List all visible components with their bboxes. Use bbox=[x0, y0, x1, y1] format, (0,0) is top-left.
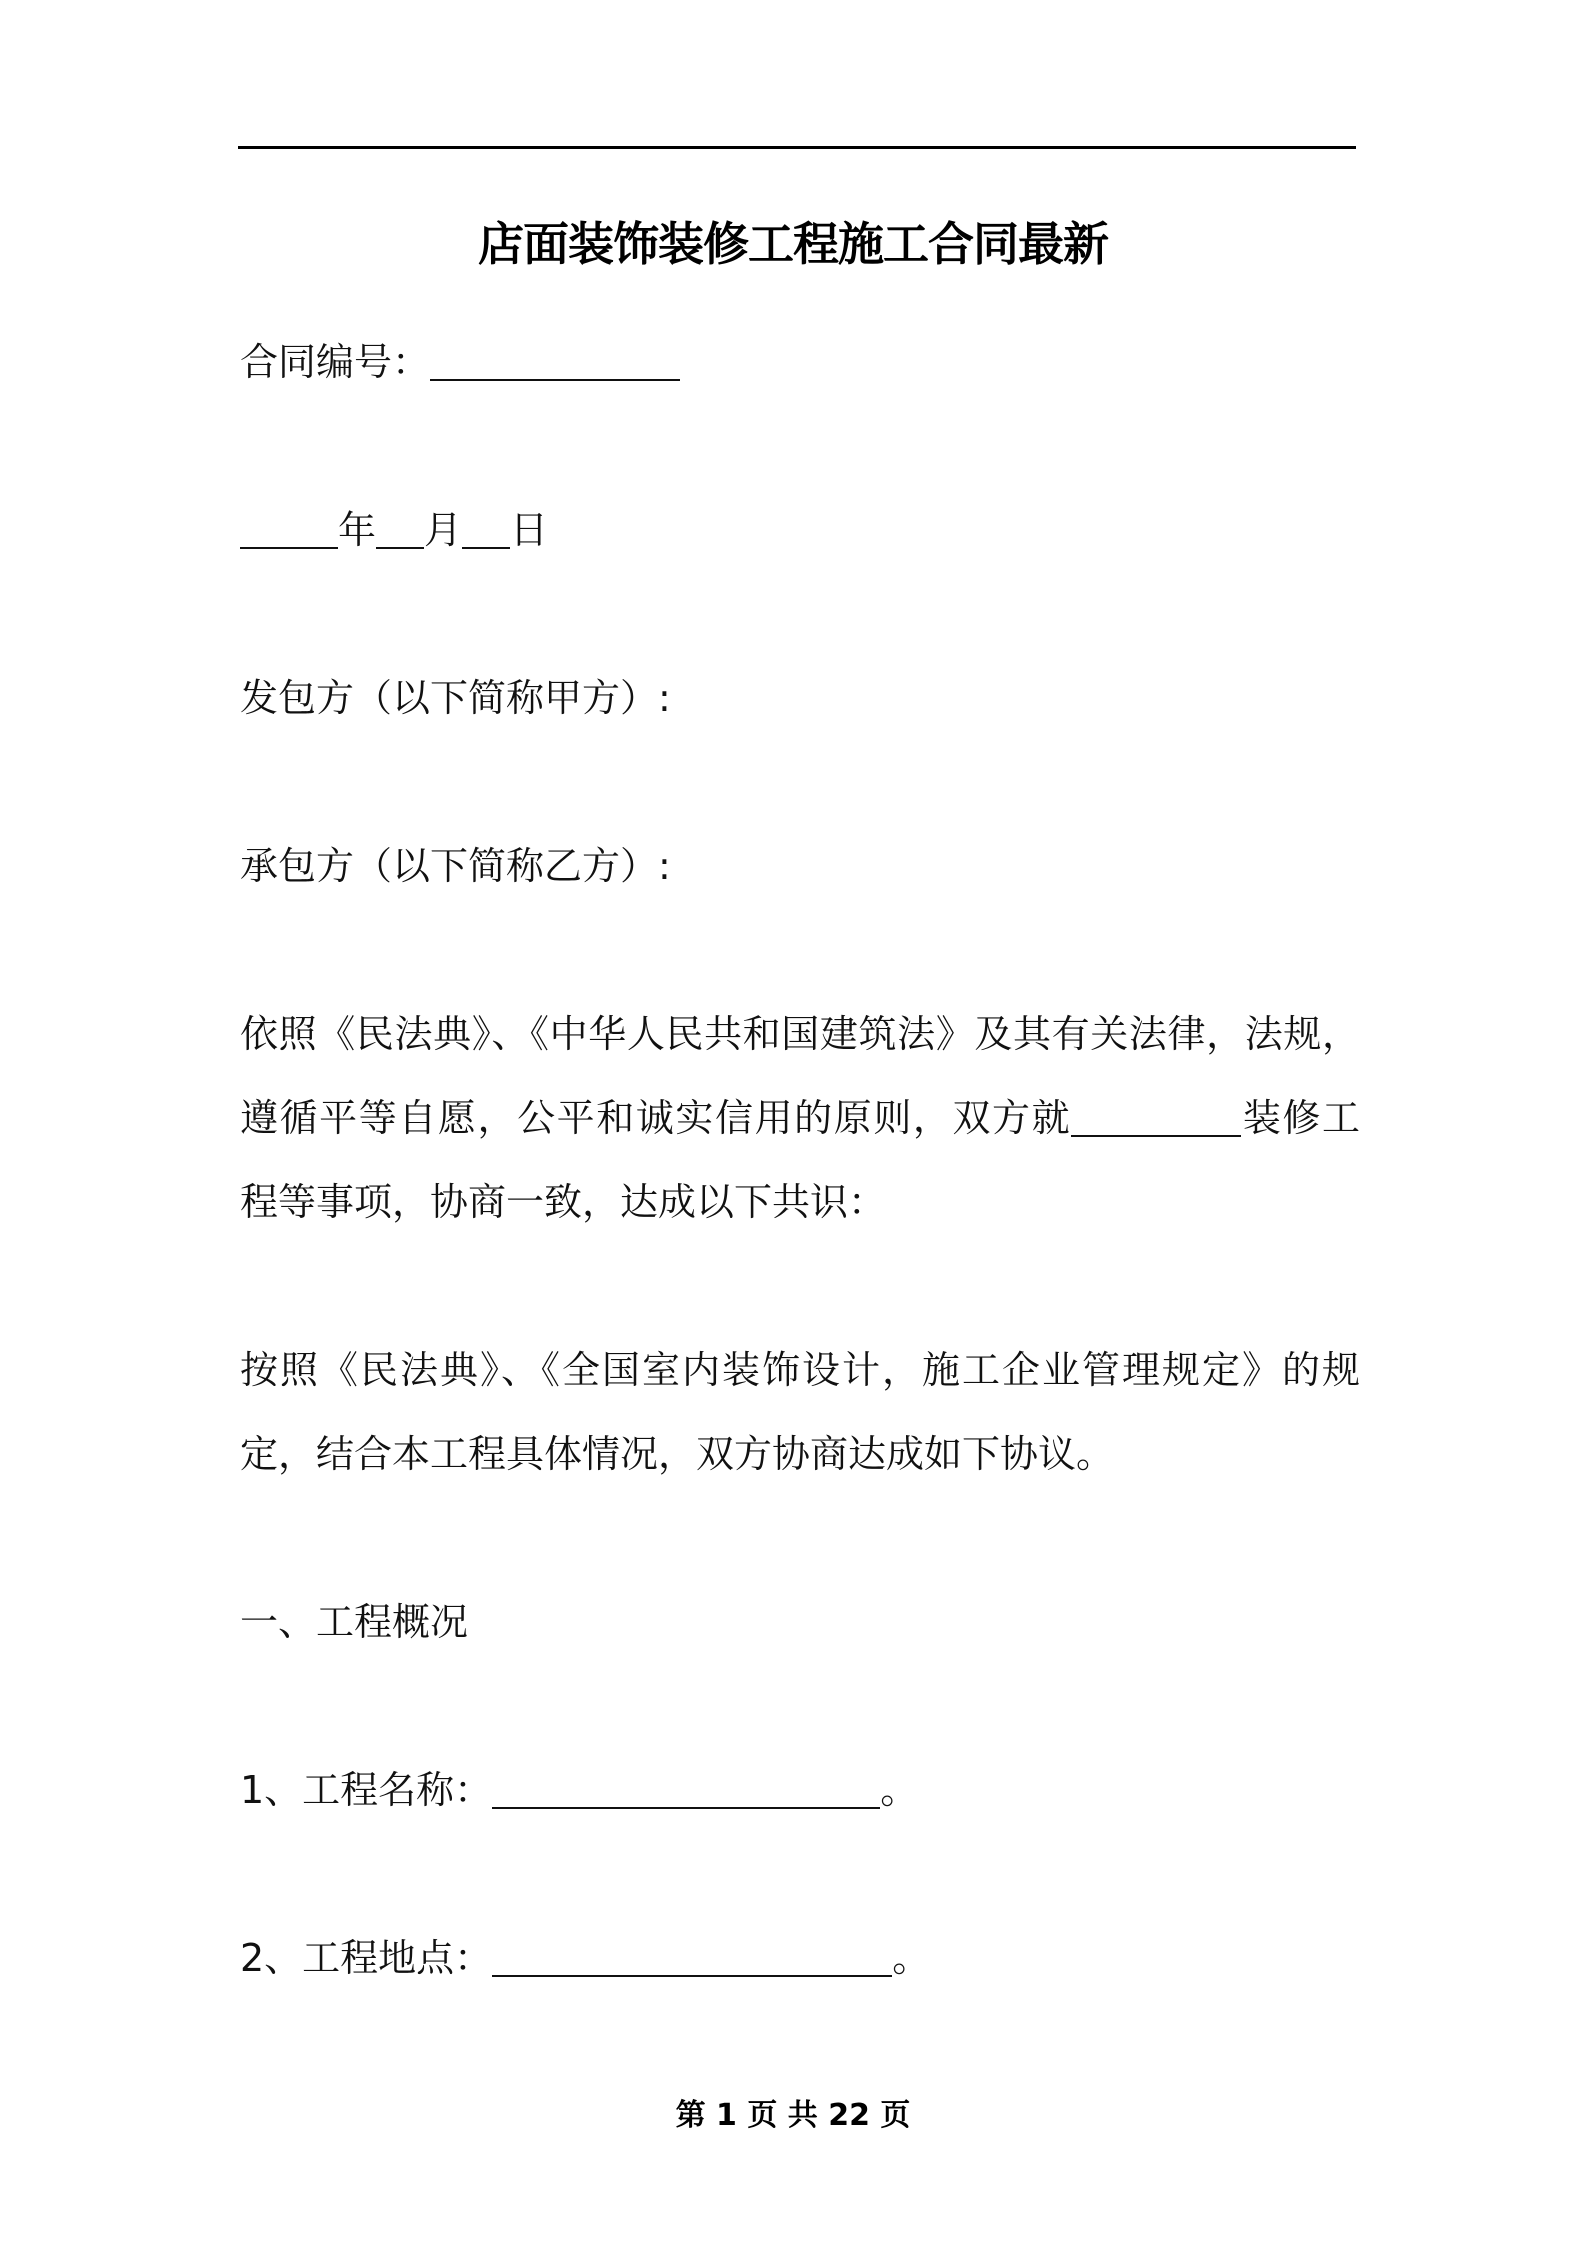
project-title-field[interactable] bbox=[492, 1769, 880, 1809]
date-line bbox=[240, 488, 548, 572]
header-rule bbox=[238, 146, 1356, 149]
preamble-paragraph bbox=[240, 992, 1360, 1244]
day-field[interactable] bbox=[462, 509, 510, 549]
month-field[interactable] bbox=[376, 509, 424, 549]
preamble-text-before: 依照《民法典》、《中华人民共和国建筑法》及其有关法律，法规，遵循平等自愿，公平和诚实信用的原则，双方就 bbox=[240, 1012, 1360, 1140]
project-location-label: 2、工程地点： bbox=[240, 1936, 493, 1980]
contract-number-label: 合同编号： bbox=[240, 340, 431, 384]
page-number: 第 1 页 共 22 页 bbox=[675, 2098, 911, 2133]
project-location-end: 。 bbox=[892, 1936, 931, 1980]
project-location-line bbox=[240, 1916, 930, 2000]
project-location-field[interactable] bbox=[492, 1937, 892, 1977]
project-name-end: 。 bbox=[880, 1768, 919, 1812]
day-label: 日 bbox=[510, 508, 549, 552]
year-field[interactable] bbox=[240, 509, 338, 549]
contract-number-field[interactable] bbox=[430, 341, 680, 381]
party-b-line: 承包方（以下简称乙方）: bbox=[240, 844, 671, 888]
preamble-text-after: 装修工程等事项，协商一致，达成以下共识： bbox=[240, 1096, 1360, 1224]
document-title: 店面装饰装修工程施工合同最新 bbox=[478, 217, 1108, 271]
project-name-label: 1、工程名称： bbox=[240, 1768, 493, 1812]
contract-number-line bbox=[240, 320, 680, 404]
project-name-field[interactable] bbox=[1071, 1097, 1241, 1137]
agreement-paragraph: 按照《民法典》、《全国室内装饰设计，施工企业管理规定》的规定，结合本工程具体情况，双方协商达成如下协议。 bbox=[240, 1348, 1360, 1476]
year-label: 年 bbox=[338, 508, 377, 552]
section-heading: 一、工程概况 bbox=[240, 1600, 469, 1644]
month-label: 月 bbox=[424, 508, 463, 552]
party-a-line: 发包方（以下简称甲方）: bbox=[240, 676, 671, 720]
project-name-line bbox=[240, 1748, 918, 1832]
